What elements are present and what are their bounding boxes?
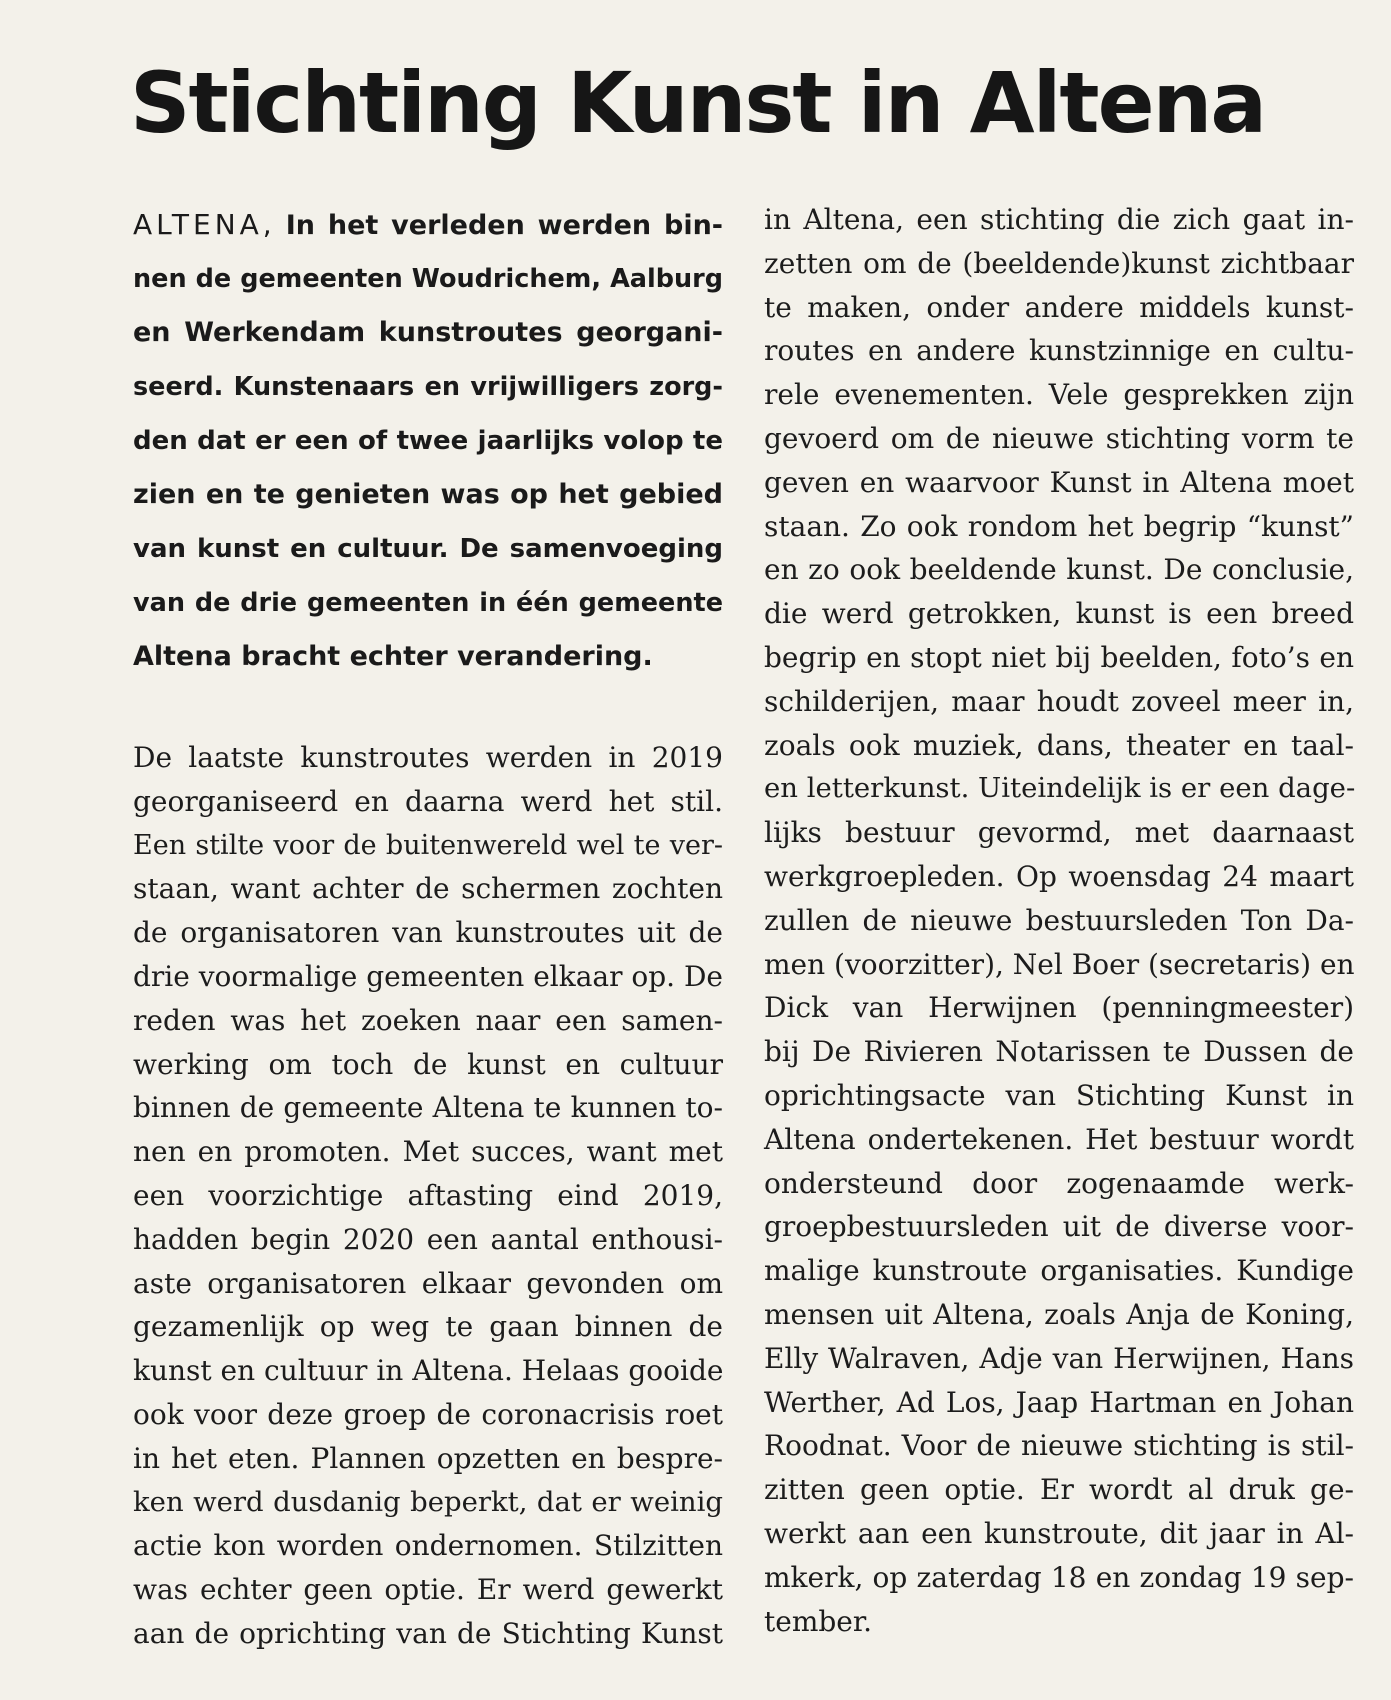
body-line: en letterkunst. Uiteindelijk is er een dage- [764,772,1356,805]
lead-line: van de drie gemeenten in één gemeente [133,588,723,618]
body-line: te maken, onder andere middels kunst- [764,290,1354,324]
body-line: begrip en stopt niet bij beelden, foto’s en [764,640,1354,674]
article-headline: Stichting Kunst in Altena [130,54,1266,152]
body-line: groepbestuursleden uit de diverse voor- [764,1210,1354,1244]
body-line: men (voorzitter), Nel Boer (secretaris) en [764,947,1355,981]
body-line: ook voor deze groep de coronacrisis roet [133,1397,723,1431]
lead-line [133,198,723,252]
body-line: Altena ondertekenen. Het bestuur wordt [764,1122,1354,1156]
body-line: zoals ook muziek, dans, theater en taal- [764,728,1354,762]
body-line: was echter geen optie. Er werd gewerkt [133,1573,723,1607]
lead-line: den dat er een of twee jaarlijks volop te [133,426,723,456]
body-line: een voorzichtige aftasting eind 2019, [133,1178,723,1212]
body-line: zetten om de (beeldende)kunst zichtbaar [764,246,1354,280]
body-line: in Altena, een stichting die zich gaat in- [764,203,1354,236]
body-line: en zo ook beeldende kunst. De conclusie, [764,553,1354,587]
body-line: werkt aan een kunstroute, dit jaar in Al- [764,1516,1354,1550]
body-line: reden was het zoeken naar een samen- [133,1003,723,1037]
body-line: Elly Walraven, Adje van Herwijnen, Hans [764,1341,1354,1375]
right-column [764,198,1354,1643]
body-line: oprichtingsacte van Stichting Kunst in [764,1078,1354,1112]
body-line: nen en promoten. Met succes, want met [133,1135,723,1169]
body-line: de organisatoren van kunstroutes uit de [133,916,723,950]
body-line: mkerk, op zaterdag 18 en zondag 19 sep- [764,1560,1354,1594]
body-line: die werd getrokken, kunst is een breed [764,597,1354,631]
body-line: ken werd dusdanig beperkt, dat er weinig [133,1485,723,1518]
body-line: in het eten. Plannen opzetten en bespre- [133,1441,723,1475]
body-line: gevoerd om de nieuwe stichting vorm te [764,421,1354,455]
body-line: routes en andere kunstzinnige en cultu- [764,334,1354,368]
body-line: aan de oprichting van de Stichting Kunst [133,1616,723,1650]
body-line: staan, want achter de schermen zochten [133,872,723,906]
article-body-left [133,736,723,1656]
lead-line: nen de gemeenten Woudrichem, Aalburg [133,264,723,294]
body-line: Roodnat. Voor de nieuwe stichting is stil- [764,1429,1354,1463]
body-line: mensen uit Altena, zoals Anja de Koning, [764,1297,1354,1331]
body-line: rele evenementen. Vele gesprekken zijn [764,378,1354,412]
body-line: zullen de nieuwe bestuursleden Ton Da- [764,903,1354,937]
body-line: werking om toch de kunst en cultuur [133,1047,723,1081]
body-line: schilderijen, maar houdt zoveel meer in, [764,684,1354,718]
body-line: hadden begin 2020 een aantal enthousi- [133,1222,723,1256]
lead-line: en Werkendam kunstroutes georgani- [133,317,723,348]
body-line: lijks bestuur gevormd, met daarnaast [764,816,1354,850]
article-dateline: ALTENA, [133,208,276,241]
body-line: aste organisatoren elkaar gevonden om [133,1266,723,1300]
lead-line: van kunst en cultuur. De samenvoeging [133,534,723,564]
left-column [133,198,723,1656]
body-line: geven en waarvoor Kunst in Altena moet [764,465,1354,499]
body-line: bij De Rivieren Notarissen te Dussen de [764,1035,1354,1069]
body-line: Dick van Herwijnen (penningmeester) [764,991,1354,1025]
body-line: Een stilte voor de buitenwereld wel te ver- [133,829,723,861]
body-line: drie voormalige gemeenten elkaar op. De [133,959,723,993]
body-line: staan. Zo ook rondom het begrip “kunst” [764,509,1354,543]
article-lead [133,198,723,684]
body-line: malige kunstroute organisaties. Kundige [764,1254,1354,1288]
body-line: Werther, Ad Los, Jaap Hartman en Johan [764,1385,1354,1419]
lead-line: seerd. Kunstenaars en vrijwilligers zorg- [133,372,723,402]
body-line: ondersteund door zogenaamde werk- [764,1166,1354,1200]
body-line: actie kon worden ondernomen. Stilzitten [133,1529,723,1563]
body-line: werkgroepleden. Op woensdag 24 maart [764,859,1354,893]
lead-line-text: In het verleden werden bin- [285,210,723,241]
lead-line: Altena bracht echter verandering. [133,641,653,672]
body-line: georganiseerd en daarna werd het stil. [133,784,723,818]
body-line: tember. [764,1604,873,1638]
body-line: kunst en cultuur in Altena. Helaas gooide [133,1354,724,1388]
body-line: zitten geen optie. Er wordt al druk ge- [764,1473,1354,1507]
body-line: binnen de gemeente Altena te kunnen to- [133,1091,723,1125]
body-line: gezamenlijk op weg te gaan binnen de [133,1310,723,1344]
body-line: De laatste kunstroutes werden in 2019 [133,741,723,774]
lead-line: zien en te genieten was op het gebied [133,479,723,510]
